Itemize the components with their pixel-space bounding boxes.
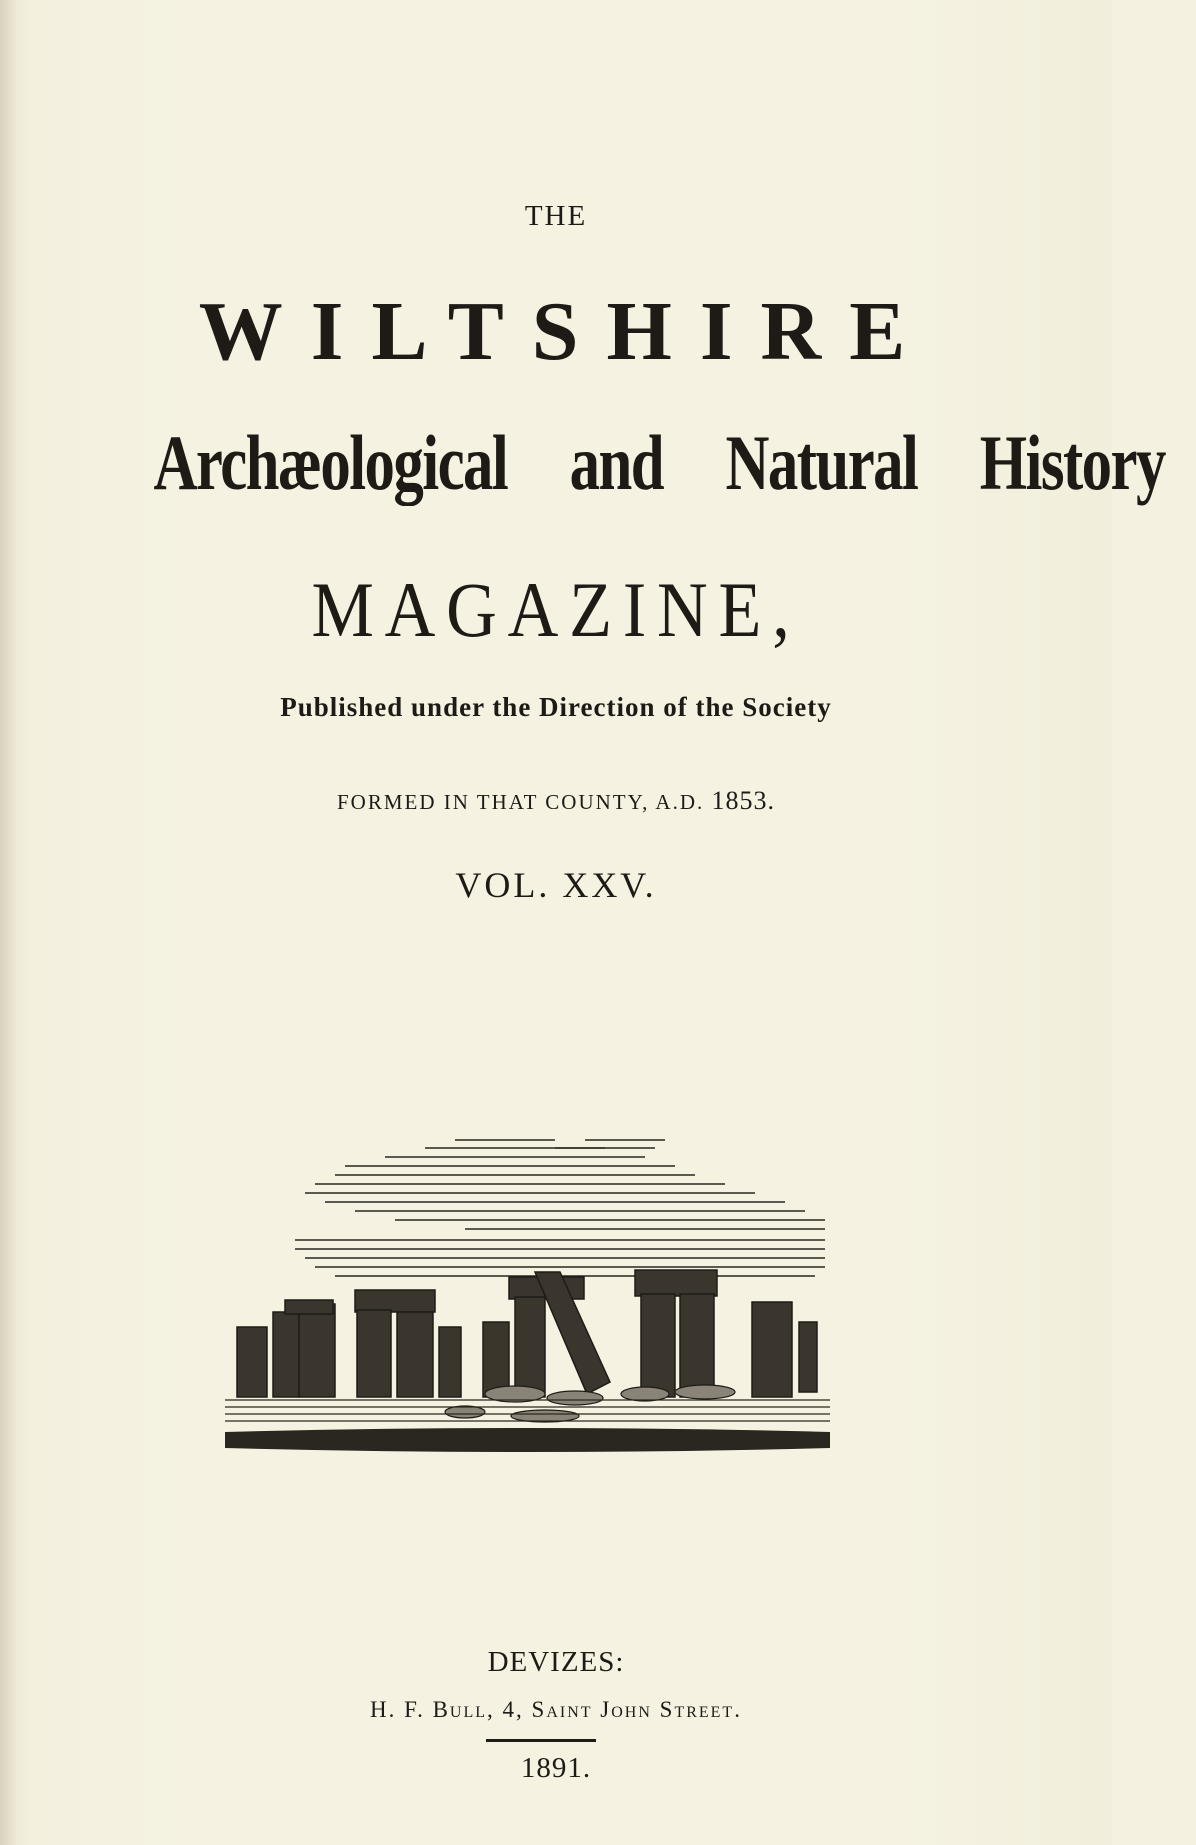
subtitle-word: Natural <box>725 419 918 506</box>
heading-wiltshire: WILTSHIRE <box>198 285 934 378</box>
stonehenge-engraving <box>225 1132 830 1462</box>
published-under-line: Published under the Direction of the Society <box>280 692 832 722</box>
heading-magazine: MAGAZINE, <box>311 566 801 653</box>
sky-hatching <box>295 1140 825 1276</box>
place-of-publication: DEVIZES: <box>487 1646 625 1678</box>
binding-gutter <box>0 0 16 1845</box>
subtitle-word: History <box>979 419 1165 506</box>
formed-text: FORMED IN THAT COUNTY, A.D. <box>336 790 705 814</box>
heading-the: THE <box>524 200 588 232</box>
publication-year: 1891. <box>520 1752 592 1784</box>
imprint-rule <box>486 1739 596 1742</box>
ground-base <box>225 1428 830 1452</box>
volume-number: VOL. XXV. <box>455 865 657 905</box>
printer-imprint: H. F. Bull, 4, Saint John Street. <box>370 1697 742 1722</box>
formed-year: 1853. <box>711 786 776 815</box>
subtitle-word: and <box>569 419 664 506</box>
subtitle-word: Archæological <box>153 419 508 506</box>
subtitle-blackletter <box>122 418 1165 508</box>
standing-stones <box>237 1270 817 1397</box>
formed-line <box>0 786 1112 816</box>
